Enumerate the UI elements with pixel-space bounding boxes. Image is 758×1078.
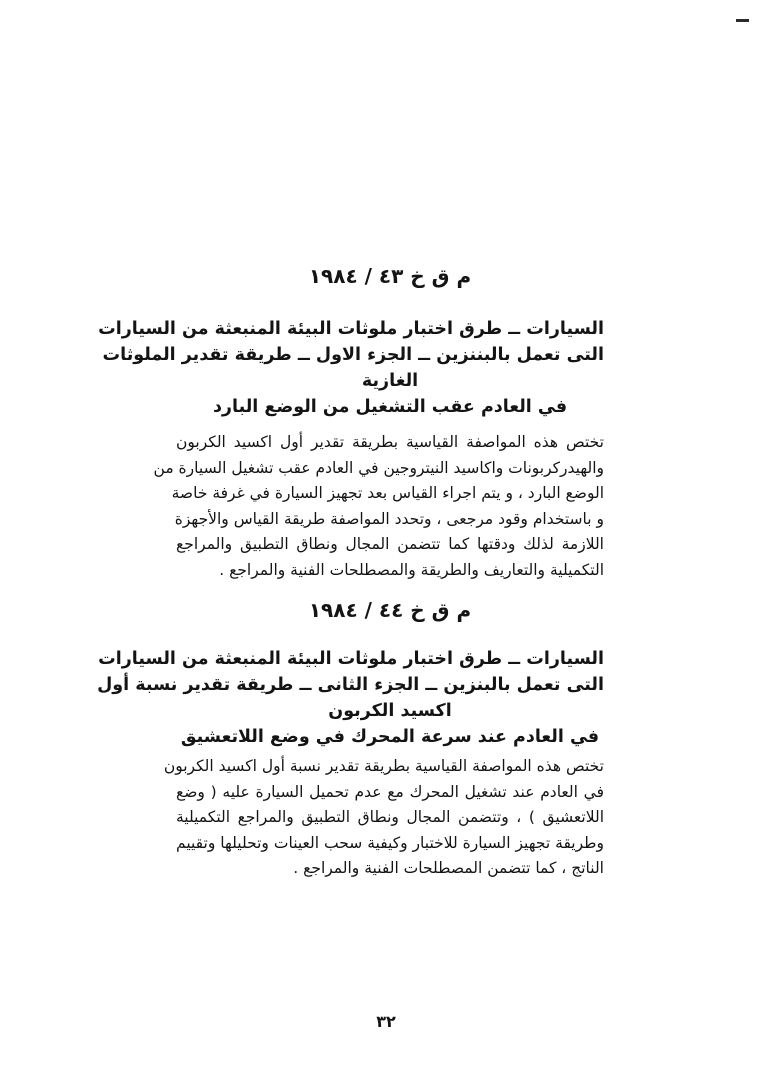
standard-abstract-1 — [153, 430, 604, 583]
abstract-line: تختص هذه المواصفة القياسية بطريقة تقدير نسبة أول اكسيد الكربون — [163, 757, 604, 775]
title-line: التى تعمل بالبننزين ــ الجزء الاول ــ طريقة تقدير الملوثات — [102, 345, 604, 365]
title-line: الغازية — [361, 371, 419, 391]
standard-abstract-2 — [163, 754, 604, 882]
page-content — [97, 0, 604, 1078]
abstract-line: وطريقة تجهيز السيارة للاختبار وكيفية سحب العينات وتحليلها وتقييم — [176, 833, 604, 852]
standard-title-1 — [98, 316, 604, 420]
abstract-line: اللاتعشيق ) ، وتتضمن المجال ونطاق التطبيق والمراجع التكميلية — [176, 808, 604, 826]
title-line: السيارات ــ طرق اختبار ملوثات البيئة المنبعثة من السيارات — [98, 319, 604, 339]
title-line: اكسيد الكربون — [328, 701, 452, 721]
title-line: في العادم عند سرعة المحرك في وضع اللاتعشيق — [180, 727, 600, 747]
scan-artifact-mark — [736, 19, 749, 22]
standard-code-1: م ق خ ٤٣ / ١٩٨٤ — [308, 264, 472, 288]
standard-code-2: م ق خ ٤٤ / ١٩٨٤ — [308, 598, 472, 622]
abstract-line: في العادم عند تشغيل المحرك مع عدم تحميل السيارة عليه ( وضع — [176, 782, 604, 801]
title-line: السيارات ــ طرق اختبار ملوثات البيئة المنبعثة من السيارات — [98, 649, 604, 669]
abstract-line: والهيدركربونات واكاسيد النيتروجين في العادم عقب تشغيل السيارة من — [153, 458, 604, 477]
abstract-line: تختص هذه المواصفة القياسية بطريقة تقدير أول اكسيد الكربون — [176, 433, 604, 451]
abstract-line: الناتج ، كما تتضمن المصطلحات الفنية والمراجع . — [293, 859, 604, 877]
abstract-line: التكميلية والتعاريف والطريقة والمصطلحات الفنية والمراجع . — [219, 560, 604, 579]
abstract-line: الوضع البارد ، و يتم اجراء القياس بعد تجهيز السيارة في غرفة خاصة — [171, 484, 604, 502]
title-line: التى تعمل بالبنزين ــ الجزء الثانى ــ طريقة تقدير نسبة أول — [97, 675, 604, 695]
abstract-line: اللازمة لذلك ودقتها كما تتضمن المجال ونطاق التطبيق والمراجع — [176, 535, 604, 553]
standard-title-2 — [97, 646, 604, 750]
title-line: في العادم عقب التشغيل من الوضع البارد — [212, 397, 568, 417]
page-number: ٣٢ — [376, 1012, 396, 1031]
abstract-line: و باستخدام وقود مرجعى ، وتحدد المواصفة طريقة القياس والأجهزة — [174, 509, 604, 528]
